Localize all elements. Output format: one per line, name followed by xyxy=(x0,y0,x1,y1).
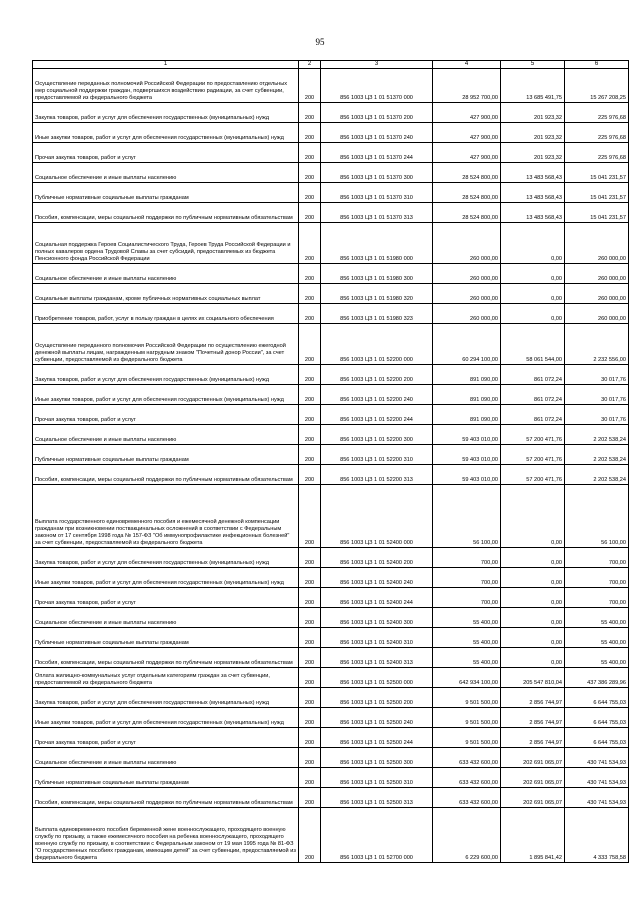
row-approved-cell: 9 501 500,00 xyxy=(433,728,501,748)
row-name-cell: Публичные нормативные социальные выплаты гражданам xyxy=(33,183,299,203)
row-remaining-cell: 437 386 289,96 xyxy=(565,668,629,688)
row-remaining-cell: 260 000,00 xyxy=(565,304,629,324)
row-kbk-cell: 856 1003 ЦЗ 1 01 52200 000 xyxy=(321,324,433,365)
row-remaining-cell: 56 100,00 xyxy=(565,485,629,548)
row-code-cell: 200 xyxy=(299,548,321,568)
row-remaining-cell: 260 000,00 xyxy=(565,284,629,304)
row-name-cell: Прочая закупка товаров, работ и услуг xyxy=(33,588,299,608)
row-name-cell: Публичные нормативные социальные выплаты гражданам xyxy=(33,768,299,788)
table-row xyxy=(33,223,629,264)
table-row xyxy=(33,445,629,465)
row-executed-cell: 2 856 744,97 xyxy=(501,708,565,728)
table-row xyxy=(33,465,629,485)
row-kbk-cell: 856 1003 ЦЗ 1 01 51980 000 xyxy=(321,223,433,264)
row-remaining-cell: 260 000,00 xyxy=(565,223,629,264)
row-executed-cell: 861 072,24 xyxy=(501,405,565,425)
row-code-cell: 200 xyxy=(299,365,321,385)
row-approved-cell: 28 524 800,00 xyxy=(433,183,501,203)
row-name-cell: Социальное обеспечение и иные выплаты населению xyxy=(33,608,299,628)
row-kbk-cell: 856 1003 ЦЗ 1 01 52500 244 xyxy=(321,728,433,748)
row-remaining-cell: 15 267 208,25 xyxy=(565,69,629,103)
row-kbk-cell: 856 1003 ЦЗ 1 01 52400 240 xyxy=(321,568,433,588)
row-approved-cell: 260 000,00 xyxy=(433,223,501,264)
header-cell-4: 4 xyxy=(433,61,501,69)
row-remaining-cell: 430 741 534,93 xyxy=(565,748,629,768)
row-remaining-cell: 225 976,68 xyxy=(565,123,629,143)
row-executed-cell: 202 691 065,07 xyxy=(501,748,565,768)
table-row xyxy=(33,568,629,588)
table-row xyxy=(33,768,629,788)
row-code-cell: 200 xyxy=(299,69,321,103)
row-executed-cell: 57 200 471,76 xyxy=(501,425,565,445)
table-row xyxy=(33,668,629,688)
row-remaining-cell: 2 202 538,24 xyxy=(565,465,629,485)
row-name-cell: Осуществление переданных полномочий Российской Федерации по предоставлению отдельных мер социальной поддержки граждан, подвергшихся воздействию радиации, за счет субвенции, предоставляемой из федерального бюджета xyxy=(33,69,299,103)
row-approved-cell: 55 400,00 xyxy=(433,648,501,668)
row-kbk-cell: 856 1003 ЦЗ 1 01 52200 200 xyxy=(321,365,433,385)
row-executed-cell: 202 691 065,07 xyxy=(501,788,565,808)
row-executed-cell: 0,00 xyxy=(501,628,565,648)
row-approved-cell: 28 524 800,00 xyxy=(433,203,501,223)
row-kbk-cell: 856 1003 ЦЗ 1 01 51980 320 xyxy=(321,284,433,304)
row-name-cell: Социальное обеспечение и иные выплаты населению xyxy=(33,264,299,284)
row-kbk-cell: 856 1003 ЦЗ 1 01 51370 300 xyxy=(321,163,433,183)
row-executed-cell: 1 895 841,42 xyxy=(501,808,565,863)
row-executed-cell: 0,00 xyxy=(501,568,565,588)
row-kbk-cell: 856 1003 ЦЗ 1 01 51370 240 xyxy=(321,123,433,143)
table-row xyxy=(33,163,629,183)
row-name-cell: Иные закупки товаров, работ и услуг для обеспечения государственных (муниципальных) нужд xyxy=(33,708,299,728)
row-remaining-cell: 225 976,68 xyxy=(565,103,629,123)
row-name-cell: Прочая закупка товаров, работ и услуг xyxy=(33,728,299,748)
row-remaining-cell: 2 202 538,24 xyxy=(565,445,629,465)
row-name-cell: Социальное обеспечение и иные выплаты населению xyxy=(33,748,299,768)
table-row xyxy=(33,203,629,223)
row-remaining-cell: 30 017,76 xyxy=(565,365,629,385)
row-code-cell: 200 xyxy=(299,608,321,628)
row-remaining-cell: 700,00 xyxy=(565,588,629,608)
row-code-cell: 200 xyxy=(299,445,321,465)
page-number: 95 xyxy=(315,37,325,47)
row-code-cell: 200 xyxy=(299,385,321,405)
row-executed-cell: 0,00 xyxy=(501,485,565,548)
header-cell-1: 1 xyxy=(33,61,299,69)
row-code-cell: 200 xyxy=(299,465,321,485)
table-row xyxy=(33,385,629,405)
row-name-cell: Закупка товаров, работ и услуг для обеспечения государственных (муниципальных) нужд xyxy=(33,103,299,123)
row-remaining-cell: 6 644 755,03 xyxy=(565,688,629,708)
row-approved-cell: 427 900,00 xyxy=(433,103,501,123)
row-approved-cell: 28 524 800,00 xyxy=(433,163,501,183)
row-kbk-cell: 856 1003 ЦЗ 1 01 52200 300 xyxy=(321,425,433,445)
row-executed-cell: 0,00 xyxy=(501,304,565,324)
row-approved-cell: 260 000,00 xyxy=(433,284,501,304)
row-code-cell: 200 xyxy=(299,728,321,748)
row-code-cell: 200 xyxy=(299,143,321,163)
row-name-cell: Иные закупки товаров, работ и услуг для обеспечения государственных (муниципальных) нужд xyxy=(33,568,299,588)
row-approved-cell: 633 432 600,00 xyxy=(433,748,501,768)
row-kbk-cell: 856 1003 ЦЗ 1 01 52200 313 xyxy=(321,465,433,485)
row-executed-cell: 2 856 744,97 xyxy=(501,688,565,708)
row-remaining-cell: 30 017,76 xyxy=(565,385,629,405)
row-approved-cell: 56 100,00 xyxy=(433,485,501,548)
row-approved-cell: 700,00 xyxy=(433,548,501,568)
row-code-cell: 200 xyxy=(299,808,321,863)
row-name-cell: Пособия, компенсации, меры социальной поддержки по публичным нормативным обязательствам xyxy=(33,648,299,668)
row-approved-cell: 891 090,00 xyxy=(433,405,501,425)
row-name-cell: Выплата единовременного пособия беременной жене военнослужащего, проходящего военную службу по призыву, а также ежемесячного пособия на ребенка военнослужащего, проходящего военную службу по призыву, в соответствии с Федеральным законом от 19 мая 1995 года № 81-ФЗ "О государственных пособиях гражданам, имеющим детей" за счет субвенции, предоставляемой из федерального бюджета xyxy=(33,808,299,863)
row-code-cell: 200 xyxy=(299,163,321,183)
row-remaining-cell: 55 400,00 xyxy=(565,628,629,648)
table-row xyxy=(33,284,629,304)
row-code-cell: 200 xyxy=(299,648,321,668)
row-kbk-cell: 856 1003 ЦЗ 1 01 51980 323 xyxy=(321,304,433,324)
row-kbk-cell: 856 1003 ЦЗ 1 01 51370 310 xyxy=(321,183,433,203)
table-row xyxy=(33,264,629,284)
row-remaining-cell: 225 976,68 xyxy=(565,143,629,163)
row-remaining-cell: 700,00 xyxy=(565,568,629,588)
table-row xyxy=(33,548,629,568)
table-row xyxy=(33,708,629,728)
row-approved-cell: 427 900,00 xyxy=(433,123,501,143)
row-remaining-cell: 6 644 755,03 xyxy=(565,708,629,728)
table-row xyxy=(33,324,629,365)
row-approved-cell: 633 432 600,00 xyxy=(433,788,501,808)
row-approved-cell: 260 000,00 xyxy=(433,304,501,324)
row-executed-cell: 0,00 xyxy=(501,588,565,608)
row-executed-cell: 57 200 471,76 xyxy=(501,465,565,485)
row-name-cell: Оплата жилищно-коммунальных услуг отдельным категориям граждан за счет субвенции, предоставляемой из федерального бюджета xyxy=(33,668,299,688)
table-row xyxy=(33,648,629,668)
row-remaining-cell: 55 400,00 xyxy=(565,608,629,628)
row-kbk-cell: 856 1003 ЦЗ 1 01 52500 240 xyxy=(321,708,433,728)
row-kbk-cell: 856 1003 ЦЗ 1 01 52200 240 xyxy=(321,385,433,405)
row-approved-cell: 55 400,00 xyxy=(433,608,501,628)
row-code-cell: 200 xyxy=(299,628,321,648)
row-executed-cell: 861 072,24 xyxy=(501,365,565,385)
row-kbk-cell: 856 1003 ЦЗ 1 01 52400 244 xyxy=(321,588,433,608)
row-approved-cell: 59 403 010,00 xyxy=(433,425,501,445)
table-row xyxy=(33,425,629,445)
row-remaining-cell: 2 232 556,00 xyxy=(565,324,629,365)
header-cell-3: 3 xyxy=(321,61,433,69)
table-row xyxy=(33,143,629,163)
row-executed-cell: 201 923,32 xyxy=(501,143,565,163)
row-remaining-cell: 700,00 xyxy=(565,548,629,568)
row-code-cell: 200 xyxy=(299,264,321,284)
row-kbk-cell: 856 1003 ЦЗ 1 01 52700 000 xyxy=(321,808,433,863)
row-remaining-cell: 260 000,00 xyxy=(565,264,629,284)
row-name-cell: Пособия, компенсации, меры социальной поддержки по публичным нормативным обязательствам xyxy=(33,465,299,485)
row-approved-cell: 6 229 600,00 xyxy=(433,808,501,863)
table-row xyxy=(33,688,629,708)
table-row xyxy=(33,69,629,103)
row-code-cell: 200 xyxy=(299,748,321,768)
row-name-cell: Пособия, компенсации, меры социальной поддержки по публичным нормативным обязательствам xyxy=(33,788,299,808)
row-executed-cell: 201 923,32 xyxy=(501,123,565,143)
row-remaining-cell: 2 202 538,24 xyxy=(565,425,629,445)
row-code-cell: 200 xyxy=(299,668,321,688)
row-code-cell: 200 xyxy=(299,103,321,123)
row-executed-cell: 202 691 065,07 xyxy=(501,768,565,788)
row-executed-cell: 205 547 810,04 xyxy=(501,668,565,688)
row-executed-cell: 13 685 491,75 xyxy=(501,69,565,103)
row-name-cell: Социальная поддержка Героев Социалистического Труда, Героев Труда Российской Федерации и полных кавалеров ордена Трудовой Славы за счет субсидий, предоставляемых из бюджета Пенсионного фонда Российской Федерации xyxy=(33,223,299,264)
row-kbk-cell: 856 1003 ЦЗ 1 01 51980 300 xyxy=(321,264,433,284)
row-executed-cell: 0,00 xyxy=(501,548,565,568)
row-name-cell: Социальные выплаты гражданам, кроме публичных нормативных социальных выплат xyxy=(33,284,299,304)
row-approved-cell: 59 403 010,00 xyxy=(433,445,501,465)
table-row xyxy=(33,123,629,143)
row-code-cell: 200 xyxy=(299,183,321,203)
row-kbk-cell: 856 1003 ЦЗ 1 01 52200 244 xyxy=(321,405,433,425)
table-row xyxy=(33,788,629,808)
row-name-cell: Осуществление переданного полномочия Российской Федерации по осуществлению ежегодной денежной выплаты лицам, награжденным нагрудным знаком "Почетный донор России", за счет субвенции, предоставляемой из федерального бюджета xyxy=(33,324,299,365)
row-code-cell: 200 xyxy=(299,324,321,365)
row-kbk-cell: 856 1003 ЦЗ 1 01 52500 300 xyxy=(321,748,433,768)
table-row xyxy=(33,405,629,425)
row-kbk-cell: 856 1003 ЦЗ 1 01 52500 000 xyxy=(321,668,433,688)
header-cell-5: 5 xyxy=(501,61,565,69)
row-approved-cell: 633 432 600,00 xyxy=(433,768,501,788)
row-remaining-cell: 4 333 758,58 xyxy=(565,808,629,863)
row-code-cell: 200 xyxy=(299,485,321,548)
row-code-cell: 200 xyxy=(299,203,321,223)
row-name-cell: Закупка товаров, работ и услуг для обеспечения государственных (муниципальных) нужд xyxy=(33,688,299,708)
row-kbk-cell: 856 1003 ЦЗ 1 01 52400 300 xyxy=(321,608,433,628)
budget-table-body xyxy=(33,61,629,863)
row-kbk-cell: 856 1003 ЦЗ 1 01 52400 200 xyxy=(321,548,433,568)
table-row xyxy=(33,588,629,608)
header-row xyxy=(33,61,629,69)
row-approved-cell: 60 294 100,00 xyxy=(433,324,501,365)
row-kbk-cell: 856 1003 ЦЗ 1 01 51370 000 xyxy=(321,69,433,103)
table-row xyxy=(33,808,629,863)
table-row xyxy=(33,485,629,548)
row-executed-cell: 13 483 568,43 xyxy=(501,183,565,203)
row-remaining-cell: 15 041 231,57 xyxy=(565,163,629,183)
budget-table xyxy=(32,60,629,863)
row-kbk-cell: 856 1003 ЦЗ 1 01 52400 313 xyxy=(321,648,433,668)
header-cell-6: 6 xyxy=(565,61,629,69)
row-name-cell: Закупка товаров, работ и услуг для обеспечения государственных (муниципальных) нужд xyxy=(33,548,299,568)
table-row xyxy=(33,183,629,203)
row-name-cell: Прочая закупка товаров, работ и услуг xyxy=(33,143,299,163)
table-row xyxy=(33,728,629,748)
row-code-cell: 200 xyxy=(299,768,321,788)
row-name-cell: Пособия, компенсации, меры социальной поддержки по публичным нормативным обязательствам xyxy=(33,203,299,223)
row-executed-cell: 0,00 xyxy=(501,264,565,284)
row-name-cell: Публичные нормативные социальные выплаты гражданам xyxy=(33,445,299,465)
row-approved-cell: 260 000,00 xyxy=(433,264,501,284)
row-code-cell: 200 xyxy=(299,588,321,608)
row-name-cell: Закупка товаров, работ и услуг для обеспечения государственных (муниципальных) нужд xyxy=(33,365,299,385)
row-name-cell: Приобретение товаров, работ, услуг в пользу граждан в целях их социального обеспечения xyxy=(33,304,299,324)
table-row xyxy=(33,365,629,385)
row-approved-cell: 9 501 500,00 xyxy=(433,708,501,728)
row-executed-cell: 13 483 568,43 xyxy=(501,203,565,223)
table-row xyxy=(33,628,629,648)
row-executed-cell: 0,00 xyxy=(501,284,565,304)
row-kbk-cell: 856 1003 ЦЗ 1 01 52500 200 xyxy=(321,688,433,708)
row-code-cell: 200 xyxy=(299,284,321,304)
row-executed-cell: 0,00 xyxy=(501,223,565,264)
row-approved-cell: 642 934 100,00 xyxy=(433,668,501,688)
row-remaining-cell: 15 041 231,57 xyxy=(565,203,629,223)
row-code-cell: 200 xyxy=(299,123,321,143)
row-kbk-cell: 856 1003 ЦЗ 1 01 51370 200 xyxy=(321,103,433,123)
row-code-cell: 200 xyxy=(299,788,321,808)
row-approved-cell: 9 501 500,00 xyxy=(433,688,501,708)
row-executed-cell: 0,00 xyxy=(501,648,565,668)
row-approved-cell: 55 400,00 xyxy=(433,628,501,648)
row-code-cell: 200 xyxy=(299,688,321,708)
row-executed-cell: 2 856 744,97 xyxy=(501,728,565,748)
table-row xyxy=(33,748,629,768)
row-code-cell: 200 xyxy=(299,223,321,264)
row-kbk-cell: 856 1003 ЦЗ 1 01 52500 313 xyxy=(321,788,433,808)
row-code-cell: 200 xyxy=(299,568,321,588)
row-name-cell: Прочая закупка товаров, работ и услуг xyxy=(33,405,299,425)
row-approved-cell: 700,00 xyxy=(433,588,501,608)
row-code-cell: 200 xyxy=(299,405,321,425)
row-name-cell: Социальное обеспечение и иные выплаты населению xyxy=(33,425,299,445)
row-kbk-cell: 856 1003 ЦЗ 1 01 52400 000 xyxy=(321,485,433,548)
row-kbk-cell: 856 1003 ЦЗ 1 01 52500 310 xyxy=(321,768,433,788)
header-cell-2: 2 xyxy=(299,61,321,69)
row-approved-cell: 59 403 010,00 xyxy=(433,465,501,485)
row-code-cell: 200 xyxy=(299,425,321,445)
table-row xyxy=(33,608,629,628)
row-executed-cell: 0,00 xyxy=(501,608,565,628)
row-approved-cell: 700,00 xyxy=(433,568,501,588)
row-remaining-cell: 6 644 755,03 xyxy=(565,728,629,748)
row-kbk-cell: 856 1003 ЦЗ 1 01 51370 244 xyxy=(321,143,433,163)
row-executed-cell: 57 200 471,76 xyxy=(501,445,565,465)
row-name-cell: Социальное обеспечение и иные выплаты населению xyxy=(33,163,299,183)
row-approved-cell: 891 090,00 xyxy=(433,365,501,385)
row-name-cell: Выплата государственного единовременного пособия и ежемесячной денежной компенсации гражданам при возникновении поствакцинальных осложнений в соответствии с Федеральным законом от 17 сентября 1998 года № 157-ФЗ "Об иммунопрофилактике инфекционных болезней" за счет субвенции, предоставляемой из федерального бюджета xyxy=(33,485,299,548)
row-kbk-cell: 856 1003 ЦЗ 1 01 51370 313 xyxy=(321,203,433,223)
row-kbk-cell: 856 1003 ЦЗ 1 01 52200 310 xyxy=(321,445,433,465)
row-name-cell: Иные закупки товаров, работ и услуг для обеспечения государственных (муниципальных) нужд xyxy=(33,385,299,405)
row-executed-cell: 201 923,32 xyxy=(501,103,565,123)
row-executed-cell: 13 483 568,43 xyxy=(501,163,565,183)
row-remaining-cell: 430 741 534,93 xyxy=(565,768,629,788)
row-remaining-cell: 430 741 534,93 xyxy=(565,788,629,808)
row-name-cell: Иные закупки товаров, работ и услуг для обеспечения государственных (муниципальных) нужд xyxy=(33,123,299,143)
row-approved-cell: 891 090,00 xyxy=(433,385,501,405)
row-remaining-cell: 30 017,76 xyxy=(565,405,629,425)
row-remaining-cell: 15 041 231,57 xyxy=(565,183,629,203)
table-row xyxy=(33,304,629,324)
row-remaining-cell: 55 400,00 xyxy=(565,648,629,668)
row-approved-cell: 427 900,00 xyxy=(433,143,501,163)
row-approved-cell: 28 952 700,00 xyxy=(433,69,501,103)
table-row xyxy=(33,103,629,123)
row-executed-cell: 861 072,24 xyxy=(501,385,565,405)
row-executed-cell: 58 061 544,00 xyxy=(501,324,565,365)
row-code-cell: 200 xyxy=(299,304,321,324)
row-code-cell: 200 xyxy=(299,708,321,728)
row-kbk-cell: 856 1003 ЦЗ 1 01 52400 310 xyxy=(321,628,433,648)
row-name-cell: Публичные нормативные социальные выплаты гражданам xyxy=(33,628,299,648)
